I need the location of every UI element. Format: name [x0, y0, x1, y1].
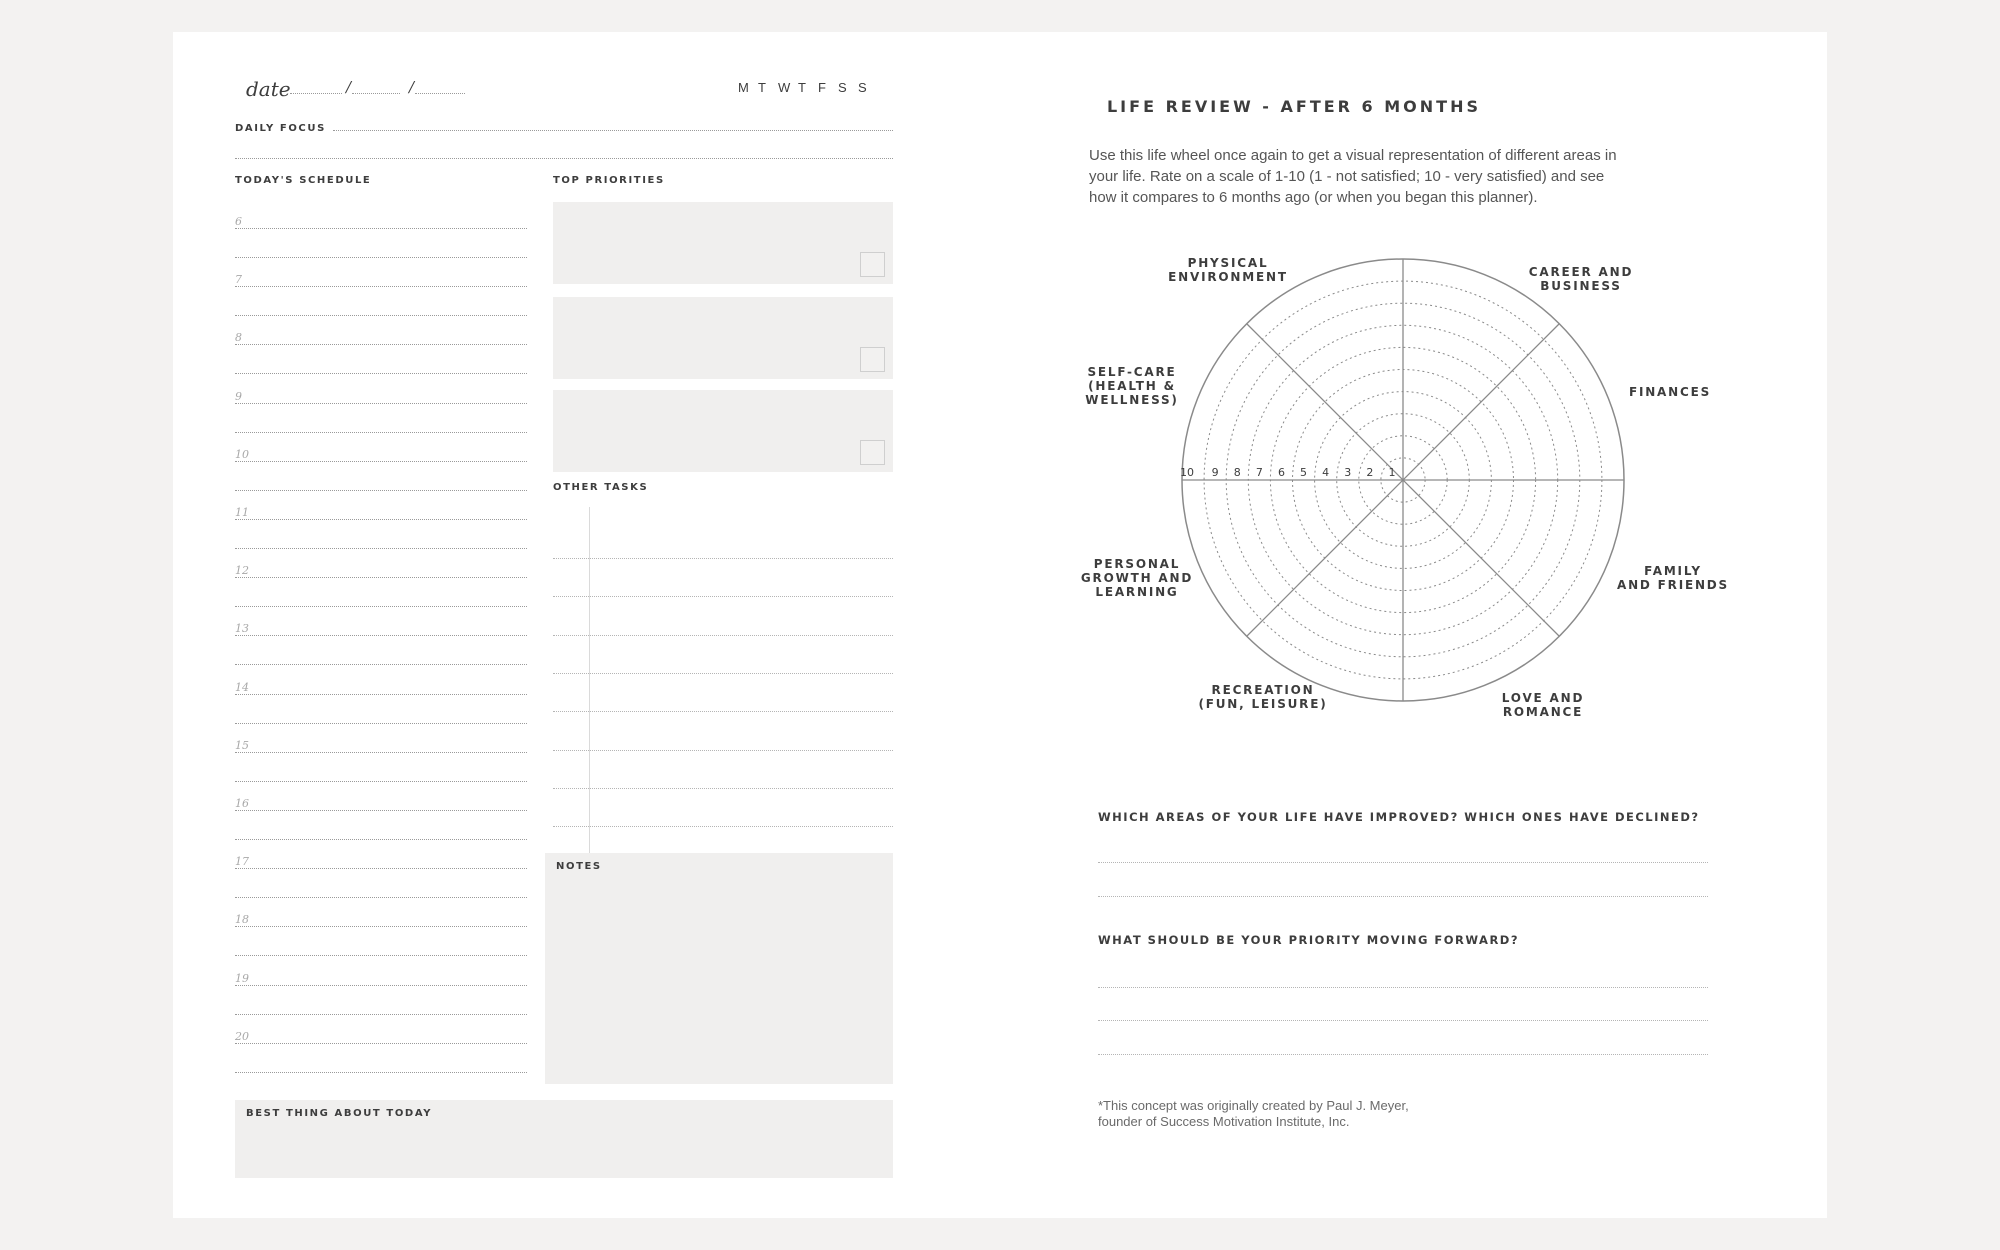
answer-2-line-3[interactable]: [1098, 1054, 1708, 1055]
weekday-6[interactable]: S: [858, 80, 867, 95]
weekday-4[interactable]: F: [818, 80, 826, 95]
wheel-scale-9: 9: [1211, 466, 1219, 479]
intro-line-2: your life. Rate on a scale of 1-10 (1 - not satisfied; 10 - very satisfied) and see: [1089, 168, 1605, 185]
wheel-scale-2: 2: [1366, 466, 1374, 479]
intro-line-3: how it compares to 6 months ago (or when you began this planner).: [1089, 189, 1538, 206]
weekday-3[interactable]: T: [798, 80, 806, 95]
wheel-scale-3: 3: [1344, 466, 1352, 479]
question-improved-declined: WHICH AREAS OF YOUR LIFE HAVE IMPROVED? WHICH ONES HAVE DECLINED?: [1098, 810, 1700, 824]
wheel-scale-8: 8: [1233, 466, 1241, 479]
schedule-hour-16: 16: [235, 797, 249, 810]
footnote-line-2: founder of Success Motivation Institute, Inc.: [1098, 1114, 1350, 1129]
area-recreation: RECREATION (FUN, LEISURE): [1198, 683, 1328, 711]
schedule-hour-14: 14: [235, 680, 249, 694]
intro-line-1: Use this life wheel once again to get a visual representation of different areas in: [1089, 147, 1617, 164]
date-label: date: [246, 77, 291, 101]
schedule-hour-11: 11: [235, 506, 249, 519]
answer-1-line-1[interactable]: [1098, 862, 1708, 863]
answer-2-line-1[interactable]: [1098, 987, 1708, 988]
wheel-scale-6: 6: [1277, 466, 1285, 479]
schedule-hour-15: 15: [235, 738, 249, 752]
life-wheel: [173, 32, 1827, 1218]
weekday-2[interactable]: W: [778, 80, 791, 95]
date-slash-2: /: [409, 78, 415, 96]
daily-focus-label: DAILY FOCUS: [235, 123, 326, 134]
area-family-friends: FAMILY AND FRIENDS: [1616, 564, 1729, 592]
weekday-1[interactable]: T: [758, 80, 766, 95]
schedule-hour-8: 8: [235, 331, 242, 345]
schedule-hour-19: 19: [235, 971, 249, 985]
footnote: [1098, 1098, 1409, 1130]
date-slash-1: /: [346, 78, 352, 96]
schedule-hour-9: 9: [235, 389, 242, 403]
schedule-hour-6: 6: [235, 215, 242, 228]
area-physical-environment: PHYSICAL ENVIRONMENT: [1168, 256, 1288, 284]
question-priority-forward: WHAT SHOULD BE YOUR PRIORITY MOVING FORWARD?: [1098, 933, 1520, 947]
planner-spread: [173, 32, 1827, 1218]
priorities-label: TOP PRIORITIES: [553, 175, 665, 186]
wheel-scale-10: 10: [1180, 466, 1195, 479]
weekday-5[interactable]: S: [838, 80, 847, 95]
wheel-scale-5: 5: [1300, 466, 1308, 479]
schedule-label: TODAY'S SCHEDULE: [235, 175, 372, 186]
page-title: LIFE REVIEW - AFTER 6 MONTHS: [1106, 97, 1481, 116]
schedule-hour-7: 7: [235, 273, 242, 287]
answer-2-line-2[interactable]: [1098, 1020, 1708, 1021]
answer-1-line-2[interactable]: [1098, 896, 1708, 897]
area-career-business: CAREER AND BUSINESS: [1528, 265, 1634, 293]
schedule-hour-13: 13: [235, 622, 249, 636]
area-personal-growth: PERSONAL GROWTH AND LEARNING: [1080, 557, 1194, 599]
weekday-0[interactable]: M: [738, 80, 749, 95]
schedule-hour-10: 10: [235, 447, 249, 461]
schedule-hour-18: 18: [235, 913, 249, 927]
wheel-scale-4: 4: [1322, 466, 1330, 479]
best-thing-label: BEST THING ABOUT TODAY: [246, 1108, 433, 1119]
footnote-line-1: *This concept was originally created by Paul J. Meyer,: [1098, 1098, 1409, 1113]
area-self-care: SELF-CARE (HEALTH & WELLNESS): [1085, 365, 1179, 407]
schedule-hour-20: 20: [235, 1029, 249, 1043]
schedule-hour-17: 17: [235, 855, 249, 869]
notes-label: NOTES: [556, 861, 602, 872]
area-finances: FINANCES: [1628, 385, 1712, 399]
area-love-romance: LOVE AND ROMANCE: [1501, 691, 1585, 719]
other-tasks-label: OTHER TASKS: [553, 482, 649, 493]
schedule-hour-12: 12: [235, 564, 249, 578]
wheel-scale-1: 1: [1388, 466, 1396, 479]
wheel-scale-7: 7: [1255, 466, 1263, 479]
